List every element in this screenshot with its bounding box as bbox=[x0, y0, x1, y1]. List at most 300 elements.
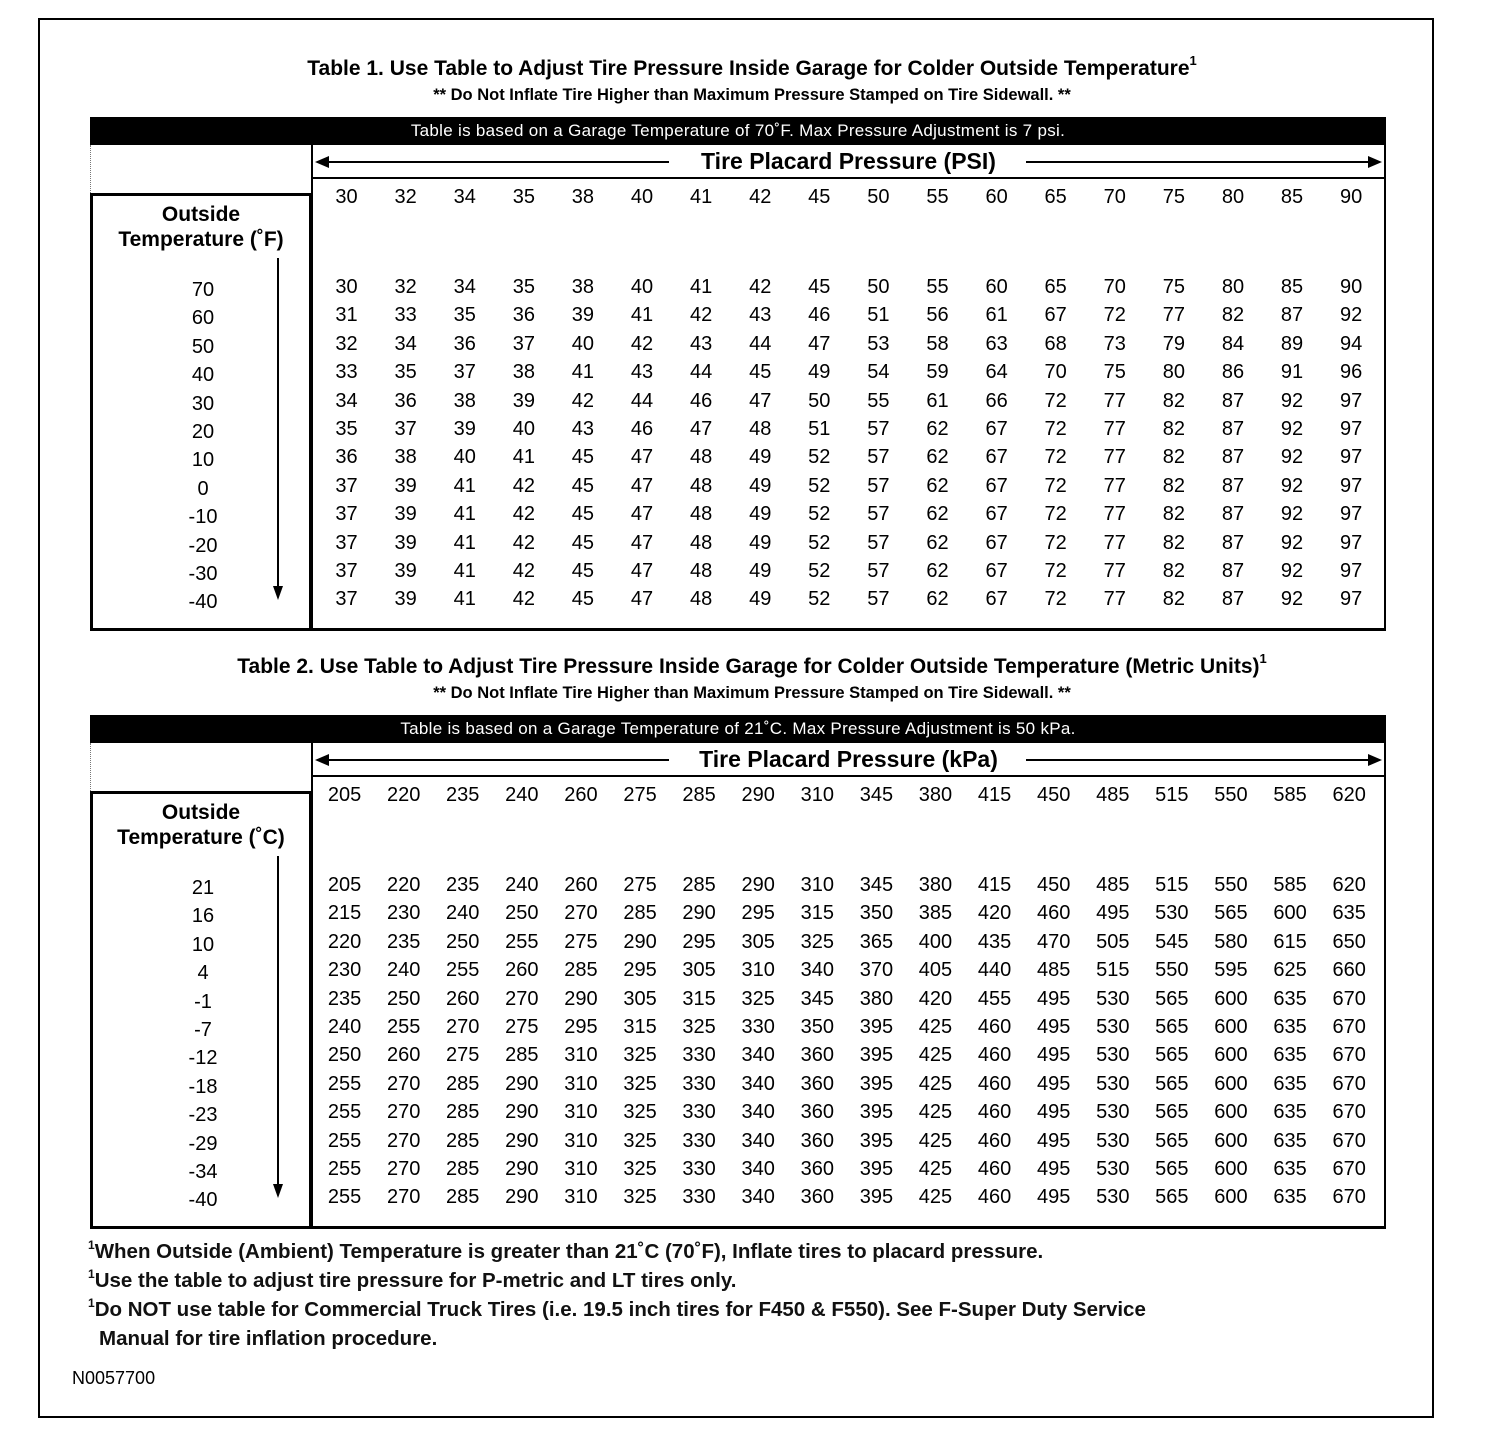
table-cell: 600 bbox=[1214, 1044, 1248, 1067]
table-cell: 38 bbox=[512, 361, 535, 384]
table-cell: 36 bbox=[335, 446, 358, 469]
column-header: 515 bbox=[1155, 784, 1189, 806]
table-cell: 41 bbox=[512, 446, 535, 469]
table-cell: 77 bbox=[1103, 531, 1126, 554]
temperature-label: 40 bbox=[191, 364, 215, 387]
table-cell: 425 bbox=[918, 1101, 953, 1124]
table-cell: 290 bbox=[505, 1157, 539, 1180]
table-cell: 47 bbox=[630, 474, 654, 497]
table-cell: 425 bbox=[918, 1157, 953, 1180]
temperature-label: 20 bbox=[191, 420, 215, 443]
table-cell: 57 bbox=[867, 474, 890, 497]
table-cell: 70 bbox=[1103, 276, 1126, 298]
temperature-label: -7 bbox=[194, 1018, 212, 1041]
table-cell: 49 bbox=[749, 446, 772, 469]
down-arrow-icon bbox=[273, 586, 283, 600]
column-header: 34 bbox=[453, 186, 476, 208]
table-cell: 57 bbox=[867, 588, 890, 611]
table-cell: 37 bbox=[512, 332, 535, 355]
table-cell: 77 bbox=[1103, 503, 1126, 526]
table-cell: 61 bbox=[985, 304, 1008, 327]
table-cell: 600 bbox=[1273, 902, 1307, 925]
table-cell: 420 bbox=[918, 987, 953, 1010]
table-cell: 67 bbox=[985, 559, 1008, 582]
table2-banner: Table is based on a Garage Temperature of 21˚C. Max Pressure Adjustment is 50 kPa. bbox=[90, 715, 1386, 743]
table-cell: 385 bbox=[918, 902, 953, 925]
table-cell: 420 bbox=[977, 902, 1012, 925]
table-cell: 565 bbox=[1155, 1072, 1189, 1095]
temperature-label: -12 bbox=[188, 1047, 218, 1070]
table2-column-headers bbox=[315, 781, 1379, 809]
table-cell: 80 bbox=[1162, 361, 1185, 384]
table-cell: 51 bbox=[867, 304, 890, 327]
table-cell: 515 bbox=[1096, 959, 1130, 982]
table-row bbox=[317, 557, 1381, 585]
table-cell: 72 bbox=[1044, 559, 1067, 582]
table-cell: 35 bbox=[453, 304, 476, 327]
table-cell: 285 bbox=[446, 1101, 480, 1124]
table-cell: 235 bbox=[327, 987, 362, 1010]
table-cell: 62 bbox=[926, 531, 949, 554]
table-cell: 49 bbox=[749, 588, 772, 611]
column-header: 310 bbox=[800, 784, 834, 806]
column-header: 415 bbox=[977, 784, 1012, 806]
table-cell: 34 bbox=[453, 276, 476, 298]
table-cell: 92 bbox=[1280, 588, 1304, 611]
table-cell: 230 bbox=[386, 902, 421, 925]
table-cell: 33 bbox=[394, 304, 417, 327]
table-cell: 36 bbox=[394, 389, 417, 412]
table-cell: 61 bbox=[926, 389, 949, 412]
table-cell: 485 bbox=[1036, 959, 1071, 982]
table-cell: 635 bbox=[1273, 1186, 1307, 1209]
down-arrow-line bbox=[277, 258, 279, 586]
table-cell: 82 bbox=[1162, 531, 1185, 554]
table-cell: 370 bbox=[859, 959, 894, 982]
table-cell: 240 bbox=[327, 1015, 362, 1038]
table-cell: 515 bbox=[1155, 874, 1189, 896]
table-cell: 66 bbox=[985, 389, 1008, 412]
table-cell: 360 bbox=[800, 1044, 834, 1067]
table-cell: 625 bbox=[1273, 959, 1307, 982]
table-cell: 32 bbox=[394, 276, 417, 298]
table-cell: 660 bbox=[1332, 959, 1366, 982]
table-cell: 51 bbox=[808, 417, 831, 440]
column-header: 50 bbox=[867, 186, 890, 208]
column-header: 380 bbox=[918, 784, 953, 806]
table-cell: 47 bbox=[630, 559, 654, 582]
table-cell: 80 bbox=[1221, 276, 1245, 298]
table-cell: 52 bbox=[808, 503, 831, 526]
column-header: 240 bbox=[505, 784, 539, 806]
table-cell: 330 bbox=[682, 1157, 716, 1180]
table-row bbox=[317, 585, 1381, 613]
table-cell: 325 bbox=[741, 987, 775, 1010]
table1-title: Table 1. Use Table to Adjust Tire Pressure Inside Garage for Colder Outside Temperature$^1$ bbox=[307, 53, 1197, 80]
table-cell: 425 bbox=[918, 1015, 953, 1038]
table-cell: 425 bbox=[918, 1186, 953, 1209]
table-cell: 305 bbox=[623, 987, 657, 1010]
table-cell: 205 bbox=[327, 874, 362, 896]
table-cell: 365 bbox=[859, 930, 894, 953]
column-header: 620 bbox=[1332, 784, 1366, 806]
table-cell: 87 bbox=[1221, 446, 1245, 469]
table-cell: 670 bbox=[1332, 1072, 1366, 1095]
table1-subtitle: ** Do Not Inflate Tire Higher than Maximum Pressure Stamped on Tire Sidewall. ** bbox=[433, 86, 1071, 104]
table-cell: 49 bbox=[808, 361, 831, 384]
table-cell: 360 bbox=[800, 1129, 834, 1152]
temperature-label: -40 bbox=[188, 591, 218, 614]
table-cell: 52 bbox=[808, 559, 831, 582]
table-cell: 330 bbox=[741, 1015, 775, 1038]
table-cell: 79 bbox=[1162, 332, 1185, 355]
table-cell: 565 bbox=[1155, 1157, 1189, 1180]
table-cell: 405 bbox=[918, 959, 953, 982]
down-arrow-icon bbox=[273, 1184, 283, 1198]
table-cell: 77 bbox=[1103, 446, 1126, 469]
table-cell: 615 bbox=[1273, 930, 1307, 953]
table2-temps bbox=[153, 874, 253, 1215]
column-header: 205 bbox=[327, 784, 362, 806]
table-cell: 565 bbox=[1155, 1101, 1189, 1124]
table-cell: 250 bbox=[327, 1044, 362, 1067]
table-cell: 395 bbox=[859, 1044, 894, 1067]
table-cell: 670 bbox=[1332, 1129, 1366, 1152]
table-cell: 67 bbox=[1044, 304, 1067, 327]
table-cell: 275 bbox=[623, 874, 657, 896]
table-cell: 67 bbox=[985, 531, 1008, 554]
table-cell: 270 bbox=[446, 1015, 480, 1038]
table-cell: 57 bbox=[867, 446, 890, 469]
table-cell: 39 bbox=[394, 559, 417, 582]
table-cell: 495 bbox=[1036, 1015, 1071, 1038]
table-cell: 330 bbox=[682, 1072, 716, 1095]
table-row bbox=[317, 472, 1381, 500]
table-row bbox=[317, 500, 1381, 528]
table-cell: 96 bbox=[1340, 361, 1363, 384]
table-cell: 82 bbox=[1162, 588, 1185, 611]
column-header: 75 bbox=[1162, 186, 1185, 208]
table-cell: 270 bbox=[505, 987, 539, 1010]
table-cell: 97 bbox=[1340, 474, 1363, 497]
table-cell: 565 bbox=[1214, 902, 1248, 925]
table-cell: 92 bbox=[1280, 531, 1304, 554]
temperature-label: -30 bbox=[188, 562, 218, 585]
column-header: 90 bbox=[1340, 186, 1363, 208]
table-cell: 75 bbox=[1103, 361, 1126, 384]
temperature-label: 30 bbox=[191, 392, 215, 415]
table-cell: 97 bbox=[1340, 417, 1363, 440]
table-cell: 77 bbox=[1103, 588, 1126, 611]
table-cell: 50 bbox=[808, 389, 831, 412]
table-cell: 45 bbox=[749, 361, 772, 384]
table2-rows bbox=[315, 871, 1379, 1212]
table-cell: 565 bbox=[1155, 1186, 1189, 1209]
table-cell: 44 bbox=[689, 361, 713, 384]
table-cell: 255 bbox=[446, 959, 480, 982]
table-cell: 635 bbox=[1273, 1101, 1307, 1124]
column-header: 45 bbox=[808, 186, 831, 208]
table-cell: 600 bbox=[1214, 987, 1248, 1010]
table-cell: 275 bbox=[505, 1015, 539, 1038]
table-cell: 600 bbox=[1214, 1015, 1248, 1038]
table-cell: 325 bbox=[623, 1072, 657, 1095]
table-cell: 530 bbox=[1096, 1157, 1130, 1180]
table-cell: 49 bbox=[749, 503, 772, 526]
table-cell: 360 bbox=[800, 1157, 834, 1180]
table-row bbox=[315, 899, 1379, 927]
table-cell: 68 bbox=[1044, 332, 1067, 355]
table-cell: 47 bbox=[630, 446, 654, 469]
table-cell: 460 bbox=[977, 1129, 1012, 1152]
table-cell: 425 bbox=[918, 1129, 953, 1152]
footnote-1: $^1$When Outside (Ambient) Temperature is greater than 21˚C (70˚F), Inflate tires to placard pressure. bbox=[88, 1238, 1044, 1263]
table-cell: 87 bbox=[1221, 389, 1245, 412]
table-row bbox=[315, 1013, 1379, 1041]
table-cell: 34 bbox=[335, 389, 358, 412]
table-cell: 37 bbox=[335, 559, 358, 582]
column-header: 345 bbox=[859, 784, 894, 806]
table-cell: 57 bbox=[867, 417, 890, 440]
table1-temperature-column bbox=[90, 193, 312, 631]
table-cell: 230 bbox=[327, 959, 362, 982]
table-cell: 395 bbox=[859, 1186, 894, 1209]
table-cell: 670 bbox=[1332, 1044, 1366, 1067]
placard-label: Tire Placard Pressure (kPa) bbox=[313, 745, 1384, 773]
table2-title: Table 2. Use Table to Adjust Tire Pressure Inside Garage for Colder Outside Temperature (Metric Units)$^1$ bbox=[237, 651, 1267, 678]
table-cell: 53 bbox=[867, 332, 890, 355]
table-cell: 57 bbox=[867, 531, 890, 554]
table-cell: 52 bbox=[808, 588, 831, 611]
table-cell: 620 bbox=[1332, 874, 1366, 896]
table-cell: 84 bbox=[1221, 332, 1245, 355]
table-cell: 41 bbox=[689, 276, 713, 298]
table-cell: 47 bbox=[689, 417, 713, 440]
table-cell: 48 bbox=[689, 503, 713, 526]
table-cell: 49 bbox=[749, 474, 772, 497]
table-cell: 43 bbox=[630, 361, 654, 384]
table-cell: 48 bbox=[689, 446, 713, 469]
column-header: 220 bbox=[386, 784, 421, 806]
table-cell: 72 bbox=[1044, 417, 1067, 440]
table2-temperature-column bbox=[90, 791, 312, 1229]
table-cell: 92 bbox=[1340, 304, 1363, 327]
table-cell: 97 bbox=[1340, 531, 1363, 554]
temperature-label: 21 bbox=[191, 877, 215, 899]
table1-temps bbox=[153, 276, 253, 617]
table-row bbox=[315, 1098, 1379, 1126]
table-cell: 360 bbox=[800, 1072, 834, 1095]
table-cell: 44 bbox=[749, 332, 772, 355]
table-cell: 38 bbox=[571, 276, 595, 298]
table-cell: 545 bbox=[1155, 930, 1189, 953]
table-cell: 62 bbox=[926, 503, 949, 526]
table-row bbox=[317, 273, 1381, 301]
table-cell: 41 bbox=[453, 474, 476, 497]
column-header: 30 bbox=[335, 186, 358, 208]
table-cell: 45 bbox=[571, 588, 595, 611]
temperature-label: -18 bbox=[188, 1075, 218, 1098]
table-cell: 565 bbox=[1155, 1044, 1189, 1067]
table-cell: 565 bbox=[1155, 987, 1189, 1010]
table-cell: 470 bbox=[1036, 930, 1071, 953]
table-cell: 670 bbox=[1332, 1101, 1366, 1124]
table1-rows bbox=[317, 273, 1381, 614]
table-cell: 67 bbox=[985, 446, 1008, 469]
table-cell: 72 bbox=[1044, 389, 1067, 412]
table1-banner: Table is based on a Garage Temperature of 70˚F. Max Pressure Adjustment is 7 psi. bbox=[90, 117, 1386, 145]
table-cell: 92 bbox=[1280, 559, 1304, 582]
table-cell: 255 bbox=[327, 1072, 362, 1095]
table-cell: 435 bbox=[977, 930, 1012, 953]
table-cell: 50 bbox=[867, 276, 890, 298]
table-cell: 310 bbox=[741, 959, 775, 982]
table1-placard-header bbox=[311, 145, 1386, 179]
table-cell: 43 bbox=[571, 417, 595, 440]
table-cell: 82 bbox=[1162, 446, 1185, 469]
table-cell: 345 bbox=[859, 874, 894, 896]
table-cell: 92 bbox=[1280, 417, 1304, 440]
table-cell: 46 bbox=[630, 417, 654, 440]
temperature-label: 10 bbox=[191, 933, 215, 956]
table-cell: 62 bbox=[926, 446, 949, 469]
column-header: 450 bbox=[1036, 784, 1071, 806]
table-cell: 45 bbox=[571, 474, 595, 497]
table-cell: 495 bbox=[1036, 1157, 1071, 1180]
table-cell: 495 bbox=[1036, 987, 1071, 1010]
table-cell: 295 bbox=[682, 930, 716, 953]
temperature-label: -29 bbox=[188, 1132, 218, 1155]
table-cell: 395 bbox=[859, 1072, 894, 1095]
table-cell: 39 bbox=[453, 417, 476, 440]
table-cell: 92 bbox=[1280, 474, 1304, 497]
table-cell: 32 bbox=[335, 332, 358, 355]
column-header: 70 bbox=[1103, 186, 1126, 208]
table-cell: 220 bbox=[386, 874, 421, 896]
table-cell: 85 bbox=[1280, 276, 1304, 298]
table-cell: 260 bbox=[505, 959, 539, 982]
table-cell: 72 bbox=[1103, 304, 1126, 327]
table-cell: 82 bbox=[1162, 417, 1185, 440]
table-cell: 82 bbox=[1162, 503, 1185, 526]
table-cell: 44 bbox=[630, 389, 654, 412]
table-row bbox=[317, 301, 1381, 329]
column-header: 35 bbox=[512, 186, 535, 208]
table-cell: 255 bbox=[327, 1129, 362, 1152]
table-cell: 87 bbox=[1280, 304, 1304, 327]
table-cell: 37 bbox=[335, 531, 358, 554]
table-cell: 37 bbox=[394, 417, 417, 440]
table-cell: 45 bbox=[571, 446, 595, 469]
table-cell: 340 bbox=[741, 1044, 775, 1067]
table-cell: 91 bbox=[1280, 361, 1304, 384]
table-cell: 325 bbox=[623, 1129, 657, 1152]
table-cell: 72 bbox=[1044, 474, 1067, 497]
table-cell: 340 bbox=[741, 1072, 775, 1095]
table-cell: 460 bbox=[977, 1101, 1012, 1124]
table-cell: 530 bbox=[1096, 1044, 1130, 1067]
table-cell: 39 bbox=[394, 588, 417, 611]
table-cell: 670 bbox=[1332, 1157, 1366, 1180]
table-cell: 425 bbox=[918, 1044, 953, 1067]
table-cell: 325 bbox=[623, 1186, 657, 1209]
table-cell: 270 bbox=[386, 1072, 421, 1095]
table-cell: 42 bbox=[512, 588, 535, 611]
table-cell: 47 bbox=[808, 332, 831, 355]
table-cell: 46 bbox=[808, 304, 831, 327]
table-cell: 340 bbox=[741, 1186, 775, 1209]
table-cell: 37 bbox=[453, 361, 476, 384]
table-cell: 270 bbox=[386, 1101, 421, 1124]
table-cell: 495 bbox=[1036, 1044, 1071, 1067]
table-cell: 48 bbox=[689, 531, 713, 554]
table-row bbox=[317, 330, 1381, 358]
table-cell: 45 bbox=[571, 559, 595, 582]
table-cell: 47 bbox=[630, 588, 654, 611]
table-cell: 340 bbox=[741, 1101, 775, 1124]
table-cell: 460 bbox=[977, 1015, 1012, 1038]
table-cell: 48 bbox=[689, 474, 713, 497]
table-cell: 635 bbox=[1273, 1072, 1307, 1095]
table-cell: 41 bbox=[453, 503, 476, 526]
table-cell: 310 bbox=[564, 1186, 598, 1209]
table-cell: 635 bbox=[1273, 1015, 1307, 1038]
table-cell: 415 bbox=[977, 874, 1012, 896]
table-cell: 315 bbox=[800, 902, 834, 925]
table-cell: 65 bbox=[1044, 276, 1067, 298]
table-cell: 82 bbox=[1162, 559, 1185, 582]
table-cell: 38 bbox=[453, 389, 476, 412]
table-cell: 55 bbox=[867, 389, 890, 412]
table-cell: 255 bbox=[327, 1101, 362, 1124]
table-row bbox=[315, 956, 1379, 984]
table-cell: 77 bbox=[1162, 304, 1185, 327]
column-header: 38 bbox=[571, 186, 595, 208]
table-cell: 255 bbox=[505, 930, 539, 953]
table-cell: 310 bbox=[800, 874, 834, 896]
table-cell: 48 bbox=[689, 559, 713, 582]
table-cell: 460 bbox=[977, 1157, 1012, 1180]
table-cell: 82 bbox=[1221, 304, 1245, 327]
table-cell: 285 bbox=[623, 902, 657, 925]
table-cell: 42 bbox=[749, 276, 772, 298]
column-header: 485 bbox=[1096, 784, 1130, 806]
table-cell: 330 bbox=[682, 1044, 716, 1067]
table-cell: 255 bbox=[327, 1186, 362, 1209]
column-header: 550 bbox=[1214, 784, 1248, 806]
table-cell: 77 bbox=[1103, 559, 1126, 582]
temperature-label: -40 bbox=[188, 1189, 218, 1212]
table-cell: 350 bbox=[859, 902, 894, 925]
table-row bbox=[315, 985, 1379, 1013]
table-cell: 41 bbox=[571, 361, 595, 384]
table-cell: 97 bbox=[1340, 588, 1363, 611]
table-cell: 670 bbox=[1332, 987, 1366, 1010]
table-cell: 52 bbox=[808, 446, 831, 469]
table-cell: 290 bbox=[623, 930, 657, 953]
table-cell: 330 bbox=[682, 1101, 716, 1124]
table-cell: 92 bbox=[1280, 446, 1304, 469]
table-row bbox=[315, 1070, 1379, 1098]
table-cell: 38 bbox=[394, 446, 417, 469]
table-cell: 94 bbox=[1340, 332, 1363, 355]
table-cell: 495 bbox=[1036, 1101, 1071, 1124]
table-cell: 250 bbox=[446, 930, 480, 953]
table-cell: 250 bbox=[386, 987, 421, 1010]
table-cell: 505 bbox=[1096, 930, 1130, 953]
table-cell: 49 bbox=[749, 531, 772, 554]
table-cell: 35 bbox=[335, 417, 358, 440]
